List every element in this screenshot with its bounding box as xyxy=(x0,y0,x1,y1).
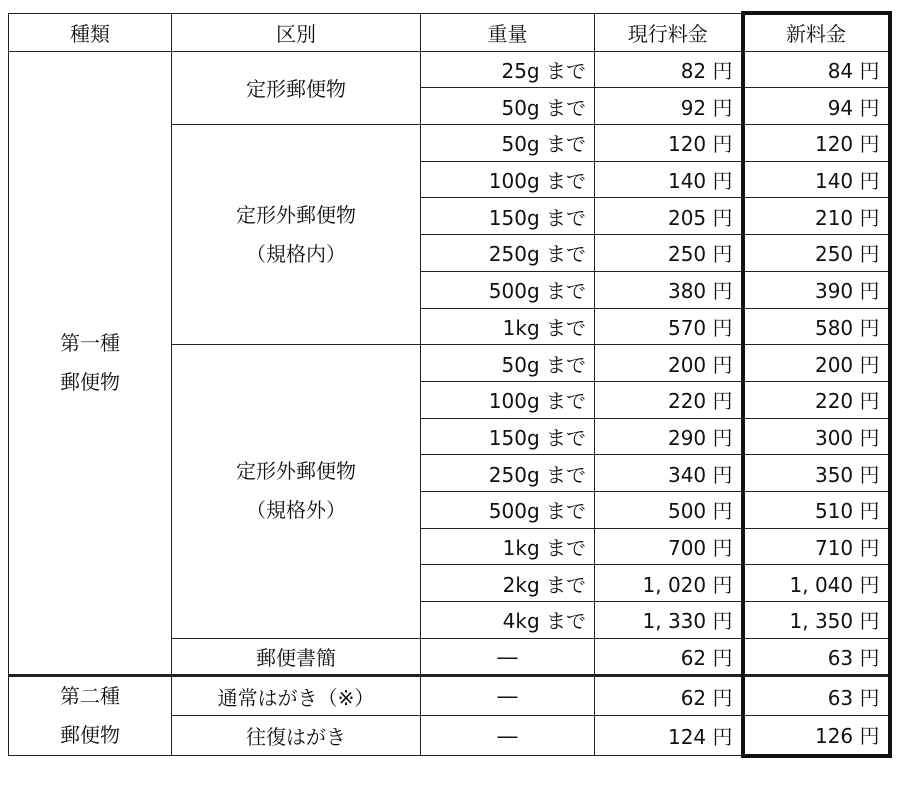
current-rate-cell: 140 円 xyxy=(595,161,743,198)
header-type: 種類 xyxy=(9,13,172,51)
current-rate-cell: 82 円 xyxy=(595,51,743,88)
new-rate-cell: 350 円 xyxy=(743,455,890,492)
weight-cell: ― xyxy=(421,638,595,676)
table-row xyxy=(9,51,890,88)
weight-cell: 2kg まで xyxy=(421,565,595,602)
standard-mail-label: 定形郵便物 xyxy=(172,51,421,124)
header-new-rate: 新料金 xyxy=(743,13,890,51)
second-class-label-line1: 第二種 xyxy=(60,684,120,709)
new-rate-cell: 126 円 xyxy=(743,716,890,756)
current-rate-cell: 62 円 xyxy=(595,638,743,676)
first-class-label xyxy=(9,51,172,676)
new-rate-cell: 63 円 xyxy=(743,638,890,676)
header-category: 区別 xyxy=(172,13,421,51)
current-rate-cell: 380 円 xyxy=(595,271,743,308)
nonstandard-within-label xyxy=(172,125,421,345)
weight-cell: 150g まで xyxy=(421,418,595,455)
current-rate-cell: 500 円 xyxy=(595,491,743,528)
current-rate-cell: 700 円 xyxy=(595,528,743,565)
new-rate-cell: 710 円 xyxy=(743,528,890,565)
new-rate-cell: 1, 040 円 xyxy=(743,565,890,602)
first-class-label-line1: 第一種 xyxy=(60,331,120,356)
new-rate-cell: 94 円 xyxy=(743,88,890,125)
weight-cell: 1kg まで xyxy=(421,528,595,565)
nonstandard-outside-label xyxy=(172,345,421,639)
current-rate-cell: 124 円 xyxy=(595,716,743,756)
new-rate-cell: 220 円 xyxy=(743,381,890,418)
weight-cell: ― xyxy=(421,676,595,716)
nonstandard-outside-label-line2: （規格外） xyxy=(246,498,346,523)
rate-table-container xyxy=(8,11,892,758)
new-rate-cell: 510 円 xyxy=(743,491,890,528)
postcard-label: 通常はがき（※） xyxy=(172,676,421,716)
weight-cell: 25g まで xyxy=(421,51,595,88)
current-rate-cell: 1, 020 円 xyxy=(595,565,743,602)
current-rate-cell: 570 円 xyxy=(595,308,743,345)
new-rate-cell: 300 円 xyxy=(743,418,890,455)
postage-rate-table xyxy=(8,11,892,758)
weight-cell: 500g まで xyxy=(421,271,595,308)
current-rate-cell: 220 円 xyxy=(595,381,743,418)
header-row xyxy=(9,13,890,51)
current-rate-cell: 1, 330 円 xyxy=(595,602,743,639)
current-rate-cell: 250 円 xyxy=(595,235,743,272)
weight-cell: 150g まで xyxy=(421,198,595,235)
weight-cell: 50g まで xyxy=(421,125,595,162)
nonstandard-within-label-line1: 定形外郵便物 xyxy=(236,202,356,227)
current-rate-cell: 205 円 xyxy=(595,198,743,235)
weight-cell: 4kg まで xyxy=(421,602,595,639)
weight-cell: 100g まで xyxy=(421,161,595,198)
new-rate-cell: 200 円 xyxy=(743,345,890,382)
weight-cell: 250g まで xyxy=(421,235,595,272)
current-rate-cell: 120 円 xyxy=(595,125,743,162)
new-rate-cell: 63 円 xyxy=(743,676,890,716)
weight-cell: 50g まで xyxy=(421,345,595,382)
nonstandard-within-label-line2: （規格内） xyxy=(246,241,346,266)
weight-cell: 1kg まで xyxy=(421,308,595,345)
weight-cell: ― xyxy=(421,716,595,756)
reply-postcard-label: 往復はがき xyxy=(172,716,421,756)
new-rate-cell: 210 円 xyxy=(743,198,890,235)
new-rate-cell: 390 円 xyxy=(743,271,890,308)
new-rate-cell: 140 円 xyxy=(743,161,890,198)
weight-cell: 500g まで xyxy=(421,491,595,528)
weight-cell: 50g まで xyxy=(421,88,595,125)
current-rate-cell: 200 円 xyxy=(595,345,743,382)
table-row xyxy=(9,676,890,716)
second-class-label-line2: 郵便物 xyxy=(60,723,120,748)
first-class-label-line2: 郵便物 xyxy=(60,370,120,395)
new-rate-cell: 120 円 xyxy=(743,125,890,162)
weight-cell: 250g まで xyxy=(421,455,595,492)
nonstandard-outside-label-line1: 定形外郵便物 xyxy=(236,459,356,484)
new-rate-cell: 250 円 xyxy=(743,235,890,272)
letter-card-label: 郵便書簡 xyxy=(172,638,421,676)
header-weight: 重量 xyxy=(421,13,595,51)
current-rate-cell: 340 円 xyxy=(595,455,743,492)
current-rate-cell: 290 円 xyxy=(595,418,743,455)
new-rate-cell: 84 円 xyxy=(743,51,890,88)
current-rate-cell: 62 円 xyxy=(595,676,743,716)
header-current-rate: 現行料金 xyxy=(595,13,743,51)
current-rate-cell: 92 円 xyxy=(595,88,743,125)
new-rate-cell: 580 円 xyxy=(743,308,890,345)
weight-cell: 100g まで xyxy=(421,381,595,418)
new-rate-cell: 1, 350 円 xyxy=(743,602,890,639)
second-class-label xyxy=(9,676,172,756)
